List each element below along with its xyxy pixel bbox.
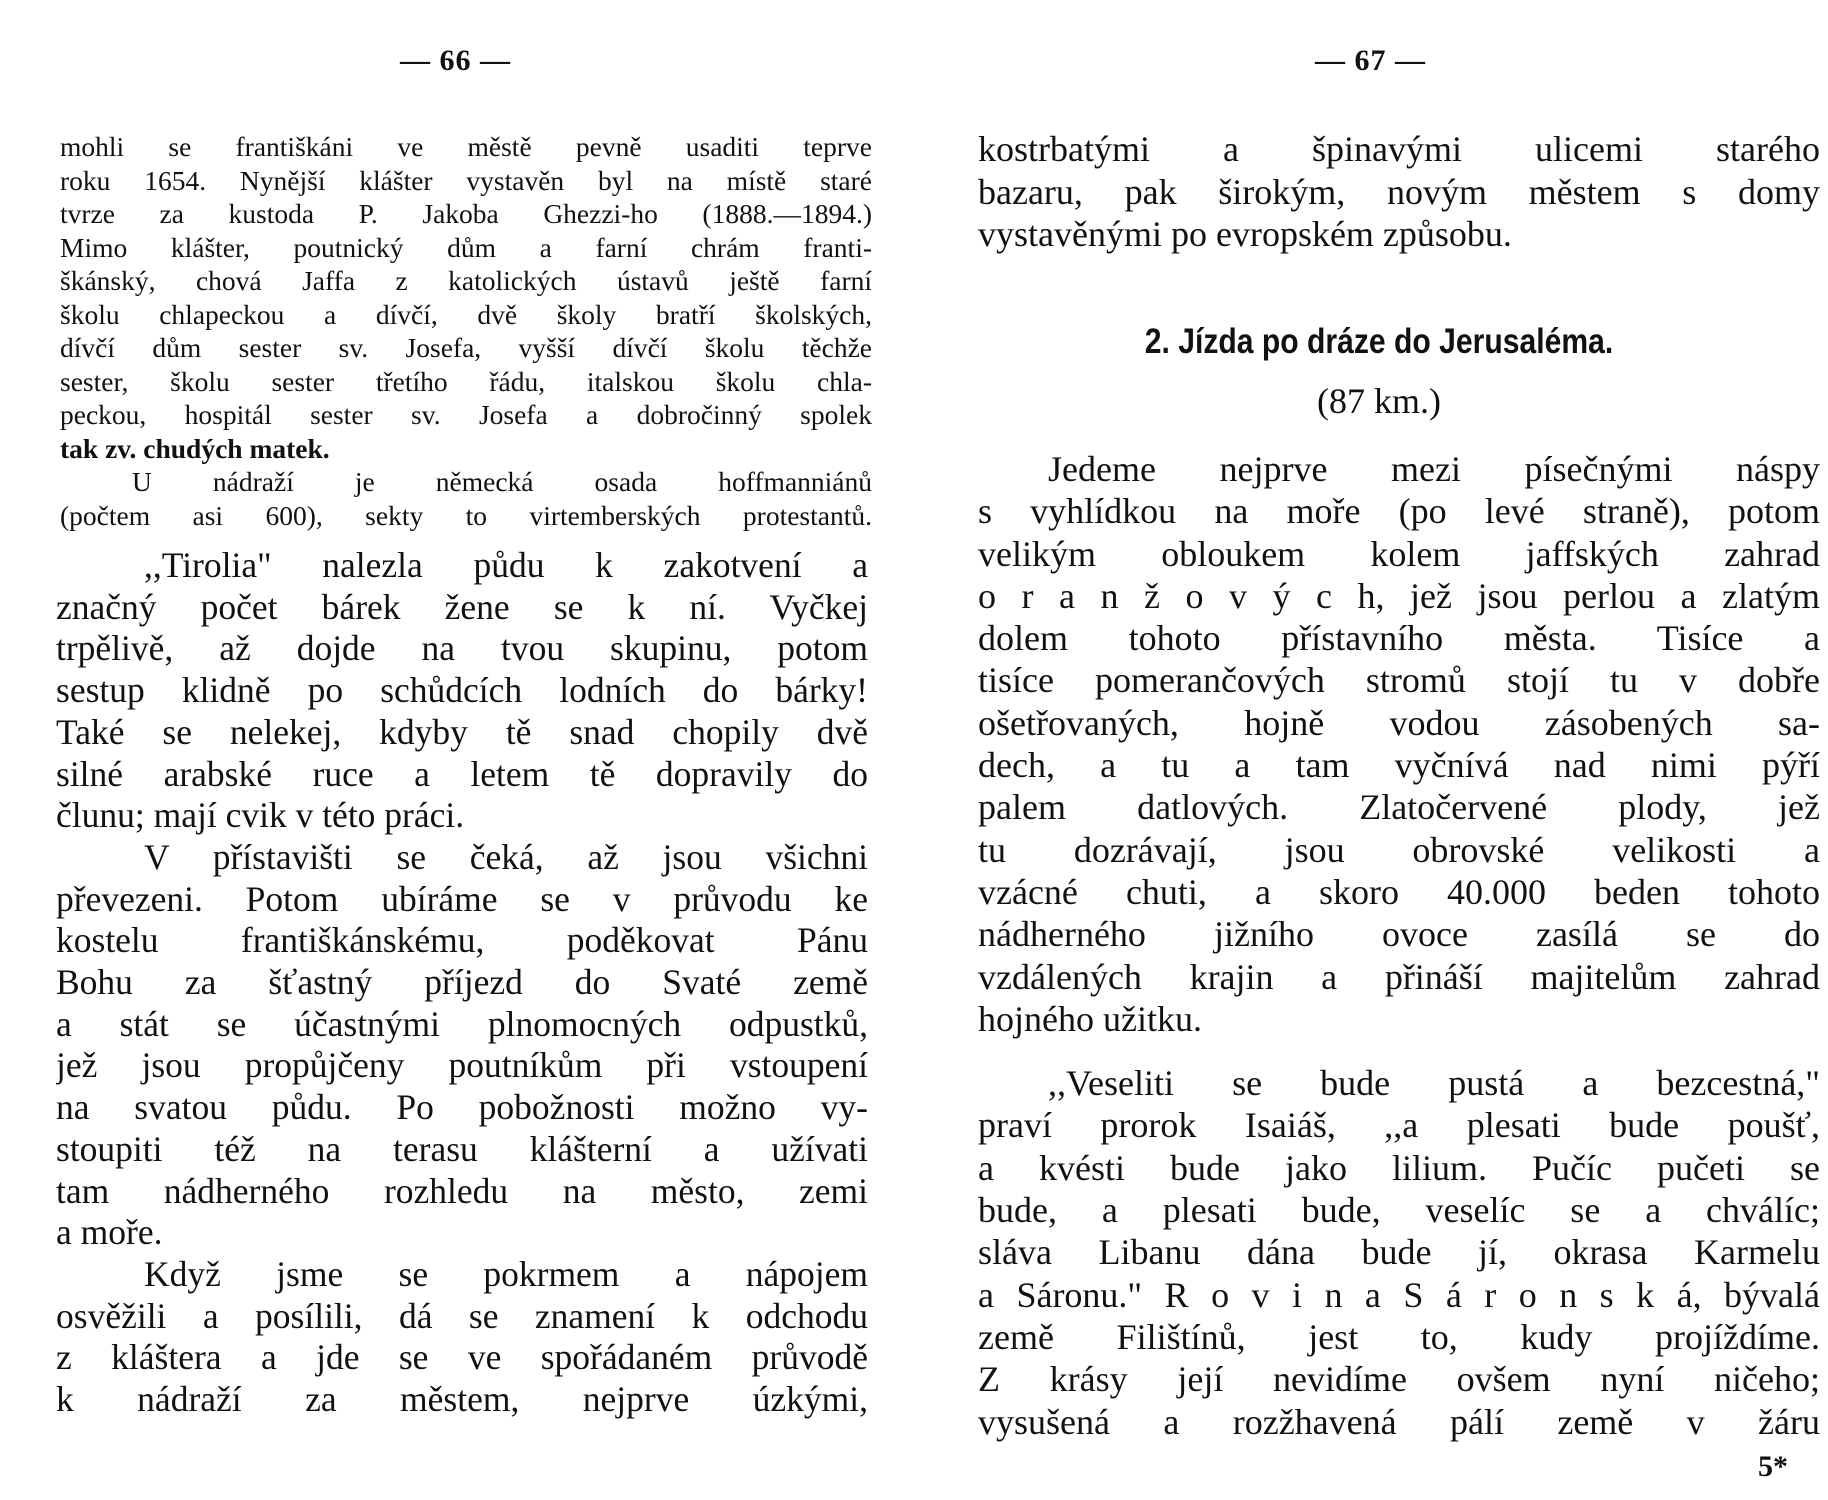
text-line: škánský, chová Jaffa z katolických ústavů ještě farní bbox=[60, 265, 872, 296]
text-line: sestup klidně po schůdcích lodních do bárky! bbox=[56, 670, 868, 711]
text-line: bude, a plesati bude, veselíc se a chválíc; bbox=[978, 1190, 1820, 1231]
text-line: ošetřovaných, hojně vodou zásobených sa- bbox=[978, 702, 1820, 743]
text-line: tisíce pomerančových stromů stojí tu v dobře bbox=[978, 660, 1820, 701]
text-line: převezeni. Potom ubíráme se v průvodu ke bbox=[56, 878, 868, 919]
text-line: značný počet bárek žene se k ní. Vyčkej bbox=[56, 586, 868, 627]
text-line: tak zv. chudých matek. bbox=[60, 432, 330, 464]
text-line: vzácné chuti, a skoro 40.000 beden tohoto bbox=[978, 871, 1820, 912]
text-line: jež jsou propůjčeny poutníkům při vstoupení bbox=[56, 1045, 868, 1086]
text-line: kostrbatými a špinavými ulicemi starého bbox=[978, 129, 1820, 169]
text-line: roku 1654. Nynější klášter vystavěn byl na místě staré bbox=[60, 164, 872, 196]
page-number-left: — 66 — bbox=[400, 44, 511, 77]
section-heading: 2. Jízda po dráze do Jerusaléma. bbox=[1144, 322, 1614, 361]
text-line: o r a n ž o v ý c h, jež jsou perlou a zlatým bbox=[978, 575, 1820, 616]
signature-mark: 5* bbox=[1758, 1450, 1788, 1483]
text-line: sester, školu sester třetího řádu, italskou školu chla- bbox=[60, 365, 872, 397]
text-line: člunu; mají cvik v této práci. bbox=[56, 795, 465, 836]
text-line: a moře. bbox=[56, 1212, 163, 1253]
right-main-text bbox=[978, 448, 1820, 1443]
text-line: země Filištínů, jest to, kudy projíždíme. bbox=[978, 1316, 1820, 1357]
text-line: trpělivě, až dojde na tvou skupinu, potom bbox=[56, 628, 868, 669]
text-line: vystavěnými po evropském způsobu. bbox=[978, 214, 1512, 254]
text-line: tam nádherného rozhledu na město, zemi bbox=[56, 1170, 868, 1211]
text-line: tvrze za kustoda P. Jakoba Ghezzi-ho (1888.—1894.) bbox=[60, 198, 872, 229]
text-line: na svatou půdu. Po pobožnosti možno vy- bbox=[56, 1087, 868, 1128]
left-small-print-block bbox=[60, 130, 872, 532]
section-subheading: (87 km.) bbox=[1317, 381, 1441, 421]
text-line: mohli se františkáni ve městě pevně usaditi teprve bbox=[60, 131, 872, 162]
text-line: tu dozrávají, jsou obrovské velikosti a bbox=[978, 829, 1820, 870]
right-top-text bbox=[978, 128, 1820, 256]
text-line: stoupiti též na terasu klášterní a užívati bbox=[56, 1128, 868, 1169]
page-number-right: — 67 — bbox=[1315, 44, 1426, 77]
left-main-text bbox=[56, 545, 868, 1421]
text-line: školu chlapeckou a dívčí, dvě školy bratří školských, bbox=[60, 298, 872, 330]
text-line: silné arabské ruce a letem tě dopravily do bbox=[56, 753, 868, 794]
text-line: (počtem asi 600), sekty to virtemberských protestantů. bbox=[60, 499, 872, 531]
text-line: a Sáronu." R o v i n a S á r o n s k á, bývalá bbox=[978, 1274, 1820, 1315]
text-line: z kláštera a jde se ve spořádaném průvodě bbox=[56, 1337, 868, 1378]
text-line: velikým obloukem kolem jaffských zahrad bbox=[978, 533, 1820, 574]
text-line: kostelu františkánskému, poděkovat Pánu bbox=[56, 920, 868, 961]
text-line: palem datlových. Zlatočervené plody, jež bbox=[978, 787, 1820, 828]
text-line: Z krásy její nevidíme ovšem nyní ničeho; bbox=[978, 1359, 1820, 1400]
left-page bbox=[0, 0, 900, 1500]
text-line: osvěžili a posílili, dá se znamení k odchodu bbox=[56, 1295, 868, 1336]
text-line: dech, a tu a tam vyčnívá nad nimi pýří bbox=[978, 745, 1820, 786]
text-line: peckou, hospitál sester sv. Josefa a dobročinný spolek bbox=[60, 399, 872, 430]
text-line: vysušená a rozžhavená pálí země v žáru bbox=[978, 1401, 1820, 1442]
text-line: dívčí dům sester sv. Josefa, vyšší dívčí školu těchže bbox=[60, 332, 872, 363]
text-line: sláva Libanu dána bude jí, okrasa Karmelu bbox=[978, 1232, 1820, 1273]
text-line: hojného užitku. bbox=[978, 998, 1202, 1039]
text-line: a stát se účastnými plnomocných odpustků, bbox=[56, 1003, 868, 1044]
text-line: vzdálených krajin a přináší majitelům zahrad bbox=[978, 956, 1820, 997]
text-line: ,,Veseliti se bude pustá a bezcestná," bbox=[1048, 1063, 1820, 1104]
text-line: a kvésti bude jako lilium. Pučíc pučeti se bbox=[978, 1147, 1820, 1188]
text-line: V přístavišti se čeká, až jsou všichni bbox=[144, 836, 868, 877]
right-page bbox=[930, 0, 1828, 1500]
text-line: nádherného jižního ovoce zasílá se do bbox=[978, 914, 1820, 955]
text-line: Když jsme se pokrmem a nápojem bbox=[144, 1253, 868, 1294]
text-line: U nádraží je německá osada hoffmanniánů bbox=[132, 466, 872, 497]
text-line: Bohu za šťastný příjezd do Svaté země bbox=[56, 962, 868, 1003]
text-line: s vyhlídkou na moře (po levé straně), potom bbox=[978, 491, 1820, 532]
text-line: k nádraží za městem, nejprve úzkými, bbox=[56, 1379, 868, 1420]
text-line: Také se nelekej, kdyby tě snad chopily dvě bbox=[56, 711, 868, 752]
text-line: bazaru, pak širokým, novým městem s domy bbox=[978, 171, 1820, 212]
text-line: Mimo klášter, poutnický dům a farní chrám franti- bbox=[60, 231, 872, 263]
text-line: Jedeme nejprve mezi písečnými náspy bbox=[1048, 449, 1820, 489]
text-line: dolem tohoto přístavního města. Tisíce a bbox=[978, 618, 1820, 659]
text-line: praví prorok Isaiáš, ,,a plesati bude poušť, bbox=[978, 1105, 1820, 1146]
text-line: ,,Tirolia" nalezla půdu k zakotvení a bbox=[144, 545, 868, 585]
paragraph-gap bbox=[978, 1040, 1820, 1062]
